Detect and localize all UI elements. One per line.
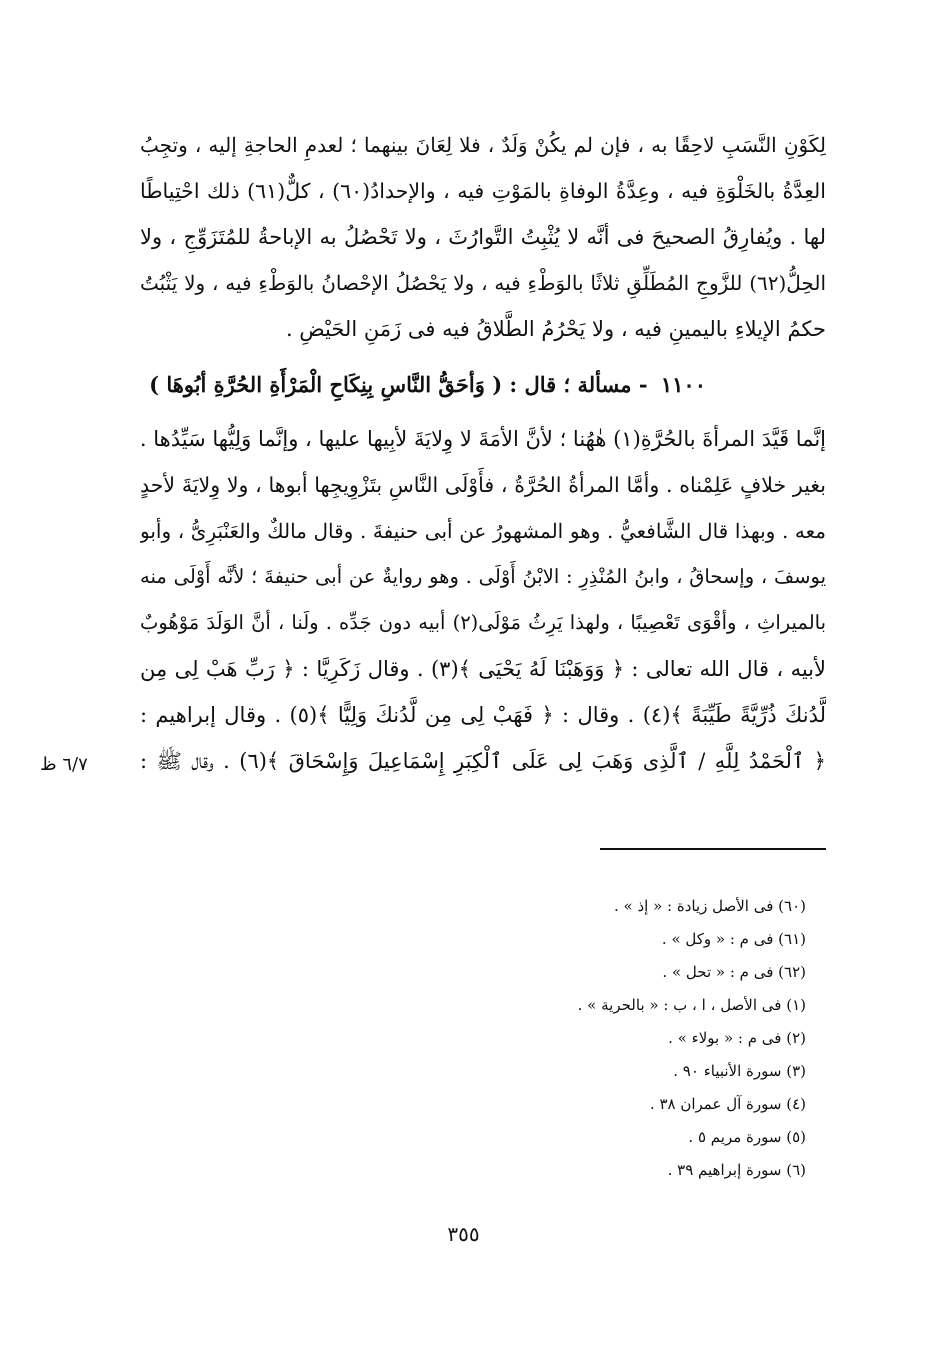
main-text <box>140 122 826 784</box>
text-line: حكمُ الإيلاءِ باليمينِ فيه ، ولا يَحْرُمُ الطَّلاقُ فيه فى زَمَنِ الحَيْضِ . <box>285 317 826 341</box>
section-number: ١١٠٠ <box>660 372 706 397</box>
text-line: ﴿ ٱلْحَمْدُ لِلَّهِ / ٱلَّذِى وَهَبَ لِى عَلَى ٱلْكِبَرِ إِسْمَاعِيلَ وَإِسْحَاقَ ﴾(٦) . وقال ﷺ : <box>140 749 826 773</box>
manuscript-folio-note: ٦/٧ ظ <box>40 754 88 775</box>
text-line: لَّدُنكَ ذُرِّيَّةً طَيِّبَةً ﴾(٤) . وقال : ﴿ فَهَبْ لِى مِن لَّدُنكَ وَلِيًّا ﴾(٥) . وقال إبراهيم : <box>140 703 826 727</box>
footnote: (٤) سورة آل عمران ٣٨ . <box>649 1095 806 1113</box>
text-line: لِكَوْنِ النَّسَبِ لاحِقًا به ، فإن لم يكُنْ وَلَدٌ ، فلا لِعَانَ بينهما ؛ لعدمِ الحاجةِ إليه ، وتجِبُ <box>140 133 826 157</box>
page-number: ٣٥٥ <box>447 1222 480 1246</box>
footnote-divider <box>600 848 826 850</box>
text-line: لأبيه ، قال الله تعالى : ﴿ وَوَهَبْنَا لَهُ يَحْيَى ﴾(٣) . وقال زَكَرِيَّا : ﴿ رَبِّ هَبْ لِى مِن <box>140 657 826 681</box>
footnote: (٦١) فى م : « وكل » . <box>661 930 806 948</box>
section-heading <box>140 358 826 412</box>
footnote: (٦٢) فى م : « تحل » . <box>662 963 806 981</box>
text-line: يوسفَ ، وإسحاقُ ، وابنُ المُنْذِرِ : الابْنُ أَوْلَى . وهو روايةٌ عن أبى حنيفةَ ؛ لأنَّه أَوْلَى منه <box>140 565 826 588</box>
footnote: (١) فى الأصل ، ا ، ب : « بالحرية » . <box>577 996 806 1014</box>
text-line: إنَّما قَيَّدَ المرأةَ بالحُرَّةِ(١) هٰهُنا ؛ لأنَّ الأمَةَ لا وِلايَةَ لأبِيها عليها ، وإنَّما وَلِيُّها سَيِّدُها . <box>140 427 826 451</box>
footnote: (٥) سورة مريم ٥ . <box>688 1128 806 1146</box>
footnote: (٦) سورة إبراهيم ٣٩ . <box>667 1161 806 1179</box>
text-line: العِدَّةُ بالخَلْوَةِ فيه ، وعِدَّةُ الوفاةِ بالمَوْتِ فيه ، والإحدادُ(٦٠) ، كلٌّ(٦١) ذلك احْتِياطًا <box>140 179 826 203</box>
text-line: بغير خلافٍ عَلِمْناه . وأمَّا المرأةُ الحُرَّةُ ، فأَوْلَى النَّاسِ بتَزْوِيجِها أبوها ، ولا وِلايَةَ لأحدٍ <box>140 473 826 497</box>
footnotes <box>420 890 806 1187</box>
text-line: الحِلُّ(٦٢) للزَّوجِ المُطَلِّقِ ثلاثًا بالوَطْءِ فيه ، ولا يَحْصُلُ الإحْصانُ بالوَطْءِ فيه ، ولا يَثْبُتُ <box>140 271 826 295</box>
section-title: - مسألة ؛ قال : ( وَأحَقُّ النَّاسِ بِنِكَاحِ الْمَرْأَةِ الحُرَّةِ أبُوهَا ) <box>149 372 648 397</box>
text-line: لها . ويُفارِقُ الصحيحَ فى أنَّه لا يُثْبِتُ التَّوارُثَ ، ولا تَحْصُلُ به الإباحةُ للمُتَزَوِّجِ ، ولا <box>140 225 826 249</box>
footnote: (٦٠) فى الأصل زيادة : « إذ » . <box>613 897 806 915</box>
text-line: معه . وبهذا قال الشَّافعيُّ . وهو المشهورُ عن أبى حنيفةَ . وقال مالكٌ والعَنْبَرِىُّ ، وأبو <box>140 519 826 543</box>
footnote: (٢) فى م : « بولاء » . <box>668 1029 806 1047</box>
footnote: (٣) سورة الأنبياء ٩٠ . <box>673 1062 806 1080</box>
text-line: بالميراثِ ، وأقْوَى تَعْصِيبًا ، ولهذا يَرِثُ مَوْلَى(٢) أبيه دون جَدِّه . ولَنا ، أنَّ الوَلَدَ مَوْهُوبٌ <box>140 611 826 634</box>
